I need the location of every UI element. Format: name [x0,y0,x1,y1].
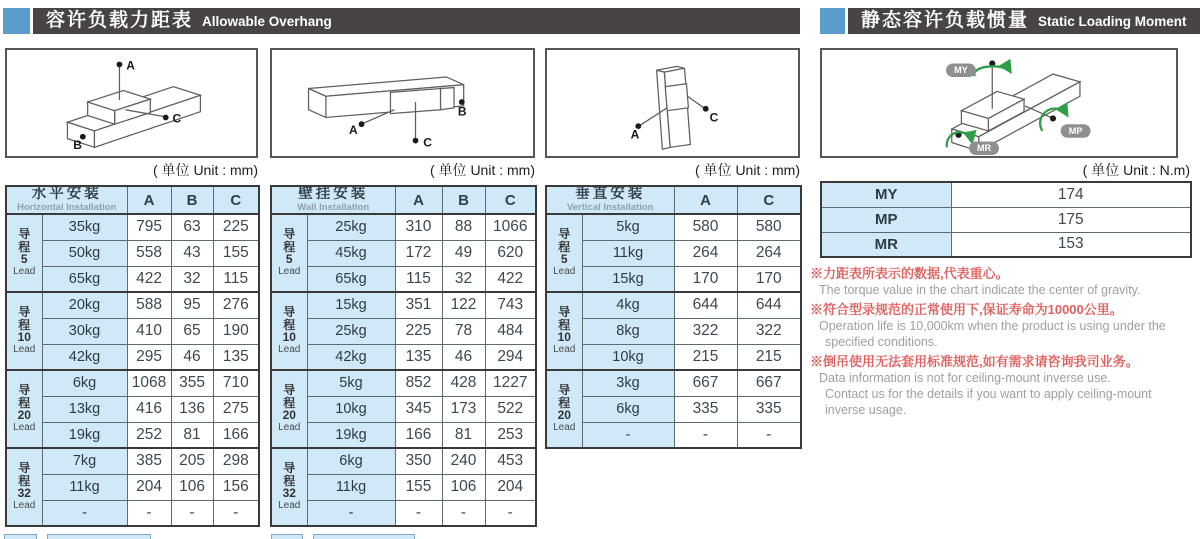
point-label-a: A [349,122,358,137]
rail-isometric-drawing [547,50,798,156]
value-cell: 264 [674,240,737,266]
load-cell: - [307,500,395,526]
moment-label: MR [821,232,951,257]
column-header: C [213,186,259,214]
note-line-en: Data information is not for ceiling-mount inverse use. [819,371,1111,385]
load-cell: 11kg [582,240,674,266]
load-cell: 65kg [42,266,127,292]
note-line-en: specified conditions. [825,335,938,349]
value-cell: 580 [737,214,801,240]
load-cell: 25kg [307,318,395,344]
lead-cell: 导 程 32 Lead [271,448,307,526]
value-cell: 215 [737,344,801,370]
point-label-b: B [73,138,82,153]
value-cell: 252 [127,422,171,448]
moment-isometric-drawing [822,50,1176,156]
header-title-en: Allowable Overhang [202,14,332,29]
value-cell: 46 [442,344,485,370]
value-cell: 710 [213,370,259,396]
load-cell: 35kg [42,214,127,240]
column-header: A [674,186,737,214]
value-cell: 106 [442,474,485,500]
accent-square [820,8,845,34]
table-row [6,266,259,292]
value-cell: 522 [485,396,536,422]
note-line-zh: ※力距表所表示的数据,代表重心。 [810,266,1009,281]
value-cell: 170 [674,266,737,292]
load-cell: 10kg [307,396,395,422]
table-row [546,214,801,240]
value-cell: 416 [127,396,171,422]
value-cell: 276 [213,292,259,318]
value-cell: 88 [442,214,485,240]
value-cell: 32 [171,266,213,292]
table-title-cell: 壁挂安装 Wall Installation [271,186,395,214]
rail-isometric-drawing [272,50,533,156]
value-cell: 310 [395,214,442,240]
horizontal-installation-table [5,185,260,527]
table-row [546,292,801,318]
value-cell: 667 [737,370,801,396]
point-label-b: B [457,104,467,119]
note-line-en: The torque value in the chart indicate the center of gravity. [819,283,1141,297]
table-row [271,344,536,370]
value-cell: 240 [442,448,485,474]
load-cell: - [582,422,674,448]
load-cell: 20kg [42,292,127,318]
value-cell: 43 [171,240,213,266]
value-cell: 795 [127,214,171,240]
point-label-c: C [709,110,719,125]
header-title-en: Static Loading Moment [1038,14,1187,29]
value-cell: 63 [171,214,213,240]
load-cell: 11kg [307,474,395,500]
value-cell: 1068 [127,370,171,396]
value-cell: 49 [442,240,485,266]
unit-label-mm: ( 单位 Unit : mm) [153,162,258,178]
table-row [546,396,801,422]
moment-value: 174 [951,182,1191,207]
table-row [271,292,536,318]
table-row [6,240,259,266]
table-row [271,448,536,474]
value-cell: 32 [442,266,485,292]
value-cell: 295 [127,344,171,370]
value-cell: 410 [127,318,171,344]
table-row [6,344,259,370]
load-cell: 3kg [582,370,674,396]
load-cell: 30kg [42,318,127,344]
point-label-c: C [172,111,182,126]
value-cell: 644 [674,292,737,318]
value-cell: 115 [395,266,442,292]
table-title-cell: 水平安装 Horizontal Installation [6,186,127,214]
value-cell: 264 [737,240,801,266]
load-cell: 15kg [307,292,395,318]
value-cell: 294 [485,344,536,370]
load-cell: 42kg [307,344,395,370]
lead-cell: 导 程 32 Lead [6,448,42,526]
moment-value: 153 [951,232,1191,257]
table-row [546,318,801,344]
load-cell: 8kg [582,318,674,344]
value-cell: - [171,500,213,526]
value-cell: 253 [485,422,536,448]
lead-cell: 导 程 5 Lead [271,214,307,292]
lead-cell: 导 程 5 Lead [6,214,42,292]
moment-diagram [820,48,1178,158]
lead-cell: 导 程 10 Lead [6,292,42,370]
value-cell: 204 [485,474,536,500]
value-cell: 135 [395,344,442,370]
value-cell: 355 [171,370,213,396]
note-line-zh: ※倒吊使用无法套用标准规范,如有需求请咨询我司业务。 [810,354,1139,369]
point-label-a: A [630,127,640,142]
table-title-cell: 垂直安装 Vertical Installation [546,186,674,214]
svg-text:MR: MR [976,143,992,154]
value-cell: 156 [213,474,259,500]
load-cell: 45kg [307,240,395,266]
vertical-install-diagram [545,48,800,158]
value-cell: 484 [485,318,536,344]
value-cell: 1227 [485,370,536,396]
unit-label-mm: ( 单位 Unit : mm) [430,162,535,178]
value-cell: 275 [213,396,259,422]
value-cell: 78 [442,318,485,344]
value-cell: 172 [395,240,442,266]
point-label-c: C [423,135,432,150]
table-row [271,370,536,396]
value-cell: 351 [395,292,442,318]
value-cell: 122 [442,292,485,318]
value-cell: 620 [485,240,536,266]
value-cell: - [737,422,801,448]
value-cell: 667 [674,370,737,396]
column-header: C [485,186,536,214]
moment-table [820,181,1192,258]
header-title-zh: 容许负载力距表 [46,10,194,31]
rail-isometric-drawing [7,50,256,156]
lead-cell: 导 程 20 Lead [271,370,307,448]
load-cell: 42kg [42,344,127,370]
next-table-fragment [47,534,151,539]
load-cell: 10kg [582,344,674,370]
table-row [546,370,801,396]
column-header: A [127,186,171,214]
svg-text:MY: MY [954,65,968,76]
allowable-overhang-header [33,8,800,34]
vertical-installation-table [545,185,802,449]
lead-cell: 导 程 20 Lead [546,370,582,448]
table-row [6,370,259,396]
header-title-zh: 静态容许负载惯量 [861,10,1030,31]
value-cell: - [127,500,171,526]
table-row [6,214,259,240]
load-cell: 5kg [307,370,395,396]
value-cell: 350 [395,448,442,474]
value-cell: 81 [442,422,485,448]
value-cell: 155 [213,240,259,266]
value-cell: 65 [171,318,213,344]
wall-installation-table [270,185,537,527]
value-cell: 155 [395,474,442,500]
table-row [6,292,259,318]
moment-row [821,232,1191,257]
lead-cell: 导 程 10 Lead [271,292,307,370]
table-row [271,266,536,292]
value-cell: 428 [442,370,485,396]
value-cell: 166 [395,422,442,448]
moment-row [821,182,1191,207]
value-cell: 1066 [485,214,536,240]
value-cell: - [485,500,536,526]
value-cell: 204 [127,474,171,500]
moment-value: 175 [951,207,1191,232]
table-row [271,500,536,526]
table-row [271,422,536,448]
value-cell: - [213,500,259,526]
value-cell: 298 [213,448,259,474]
value-cell: 322 [737,318,801,344]
moment-label: MY [821,182,951,207]
moment-label: MP [821,207,951,232]
value-cell: 385 [127,448,171,474]
value-cell: 106 [171,474,213,500]
table-row [271,474,536,500]
load-cell: 6kg [42,370,127,396]
value-cell: 644 [737,292,801,318]
note-line-zh: ※符合型录规范的正常使用下,保证寿命为10000公里。 [810,302,1123,317]
unit-label-mm: ( 单位 Unit : mm) [695,162,800,178]
unit-label-nm: ( 单位 Unit : N.m) [1082,162,1190,178]
load-cell: 4kg [582,292,674,318]
horizontal-install-diagram [5,48,258,158]
value-cell: 453 [485,448,536,474]
value-cell: 588 [127,292,171,318]
load-cell: 15kg [582,266,674,292]
svg-text:MP: MP [1068,125,1083,136]
table-row [6,422,259,448]
table-row [271,318,536,344]
next-table-fragment [313,534,415,539]
my-badge [946,63,976,76]
moment-row [821,207,1191,232]
value-cell: 322 [674,318,737,344]
value-cell: 135 [213,344,259,370]
load-cell: 19kg [307,422,395,448]
lead-cell: 导 程 10 Lead [546,292,582,370]
value-cell: 335 [674,396,737,422]
table-row [6,318,259,344]
column-header: A [395,186,442,214]
load-cell: 11kg [42,474,127,500]
value-cell: 422 [127,266,171,292]
column-header: C [737,186,801,214]
value-cell: 558 [127,240,171,266]
moment-table-body [821,182,1191,257]
point-label-a: A [126,58,135,73]
value-cell: 170 [737,266,801,292]
value-cell: - [442,500,485,526]
value-cell: 136 [171,396,213,422]
value-cell: 205 [171,448,213,474]
note-line-en: Operation life is 10,000km when the product is using under the [819,319,1166,333]
table-row [546,240,801,266]
table-row [271,396,536,422]
load-cell: 50kg [42,240,127,266]
note-line-en: inverse usage. [825,403,907,417]
value-cell: 335 [737,396,801,422]
value-cell: 852 [395,370,442,396]
value-cell: 580 [674,214,737,240]
value-cell: 345 [395,396,442,422]
value-cell: 422 [485,266,536,292]
lead-cell: 导 程 20 Lead [6,370,42,448]
value-cell: 46 [171,344,213,370]
accent-square [3,8,30,34]
next-table-fragment [4,534,37,539]
value-cell: 743 [485,292,536,318]
table-row [271,214,536,240]
table-row [546,344,801,370]
load-cell: 13kg [42,396,127,422]
column-header: B [171,186,213,214]
wall-install-diagram [270,48,535,158]
value-cell: - [395,500,442,526]
load-cell: - [42,500,127,526]
load-cell: 19kg [42,422,127,448]
table-row [546,266,801,292]
value-cell: - [674,422,737,448]
value-cell: 95 [171,292,213,318]
lead-cell: 导 程 5 Lead [546,214,582,292]
load-cell: 6kg [582,396,674,422]
table-row [271,240,536,266]
load-cell: 7kg [42,448,127,474]
static-loading-moment-header [848,8,1200,34]
load-cell: 6kg [307,448,395,474]
next-table-fragment [271,534,303,539]
table-row [6,474,259,500]
load-cell: 65kg [307,266,395,292]
value-cell: 225 [213,214,259,240]
table-row [546,422,801,448]
mr-badge [969,142,999,155]
table-row [6,448,259,474]
value-cell: 225 [395,318,442,344]
value-cell: 173 [442,396,485,422]
table-row [6,500,259,526]
column-header: B [442,186,485,214]
load-cell: 5kg [582,214,674,240]
value-cell: 215 [674,344,737,370]
load-cell: 25kg [307,214,395,240]
note-line-en: Contact us for the details if you want to apply ceiling-mount [825,387,1152,401]
mp-badge [1061,124,1091,137]
value-cell: 190 [213,318,259,344]
value-cell: 166 [213,422,259,448]
table-row [6,396,259,422]
value-cell: 81 [171,422,213,448]
notes [810,262,1200,418]
value-cell: 115 [213,266,259,292]
